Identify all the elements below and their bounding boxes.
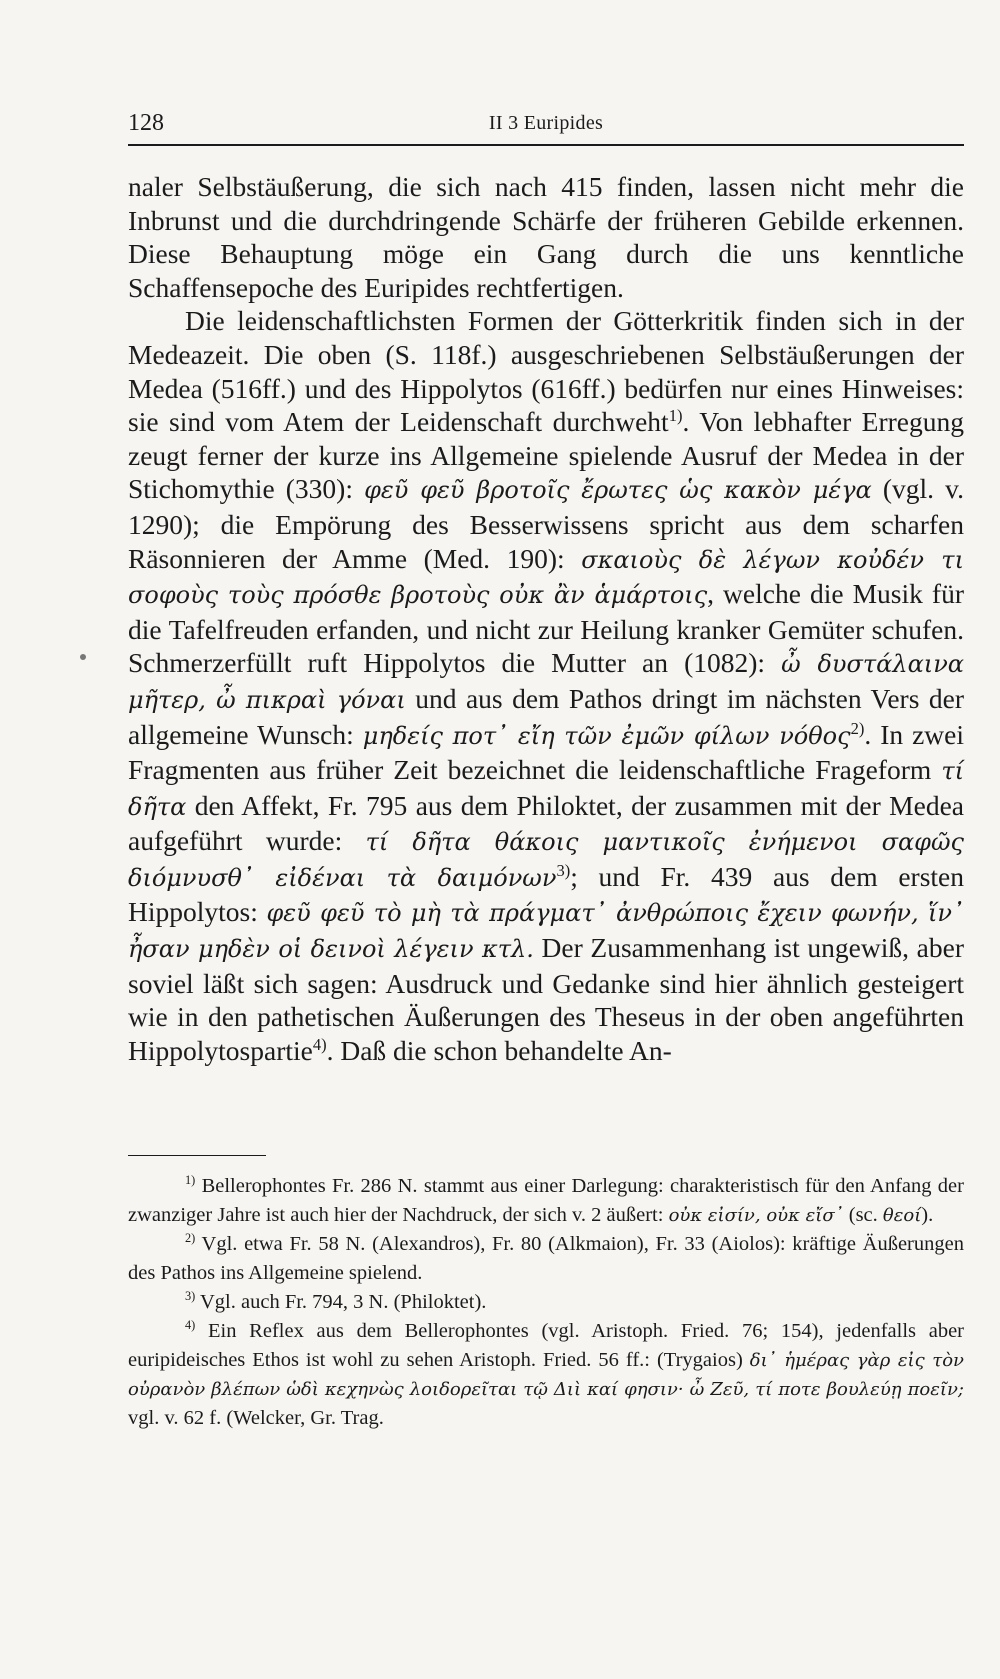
- footnote-ref: 4): [312, 1034, 327, 1054]
- footnote-ref: 1): [185, 1173, 196, 1188]
- footnote-rule: [128, 1155, 266, 1156]
- body-paragraph: [128, 170, 964, 304]
- footnote: [128, 1317, 964, 1433]
- footnote-ref: 2): [850, 718, 865, 738]
- footnote: [128, 1288, 964, 1317]
- text-run: Vgl. auch Fr. 794, 3 N. (Philoktet).: [195, 1291, 487, 1313]
- page-number: 128: [128, 110, 164, 136]
- text-run: . Daß die schon behandelte An-: [326, 1034, 672, 1066]
- body-paragraph: [128, 304, 964, 1067]
- body-text: [128, 170, 964, 1067]
- text-run: ).: [921, 1204, 934, 1226]
- text-run: (sc.: [843, 1204, 883, 1226]
- greek-quote: τί δῆτα θάκοις μαντικοῖς ἐνήμενοι σαφῶς διόμνυσθ᾽ εἰδέναι τὰ δαιμόνων: [128, 828, 965, 892]
- text-run: naler Selbstäußerung, die sich nach 415 finden, lassen nicht mehr die Inbrunst und die durchdringende Schärfe der früheren Gebilde erkennen. Diese Behauptung möge ein Gang durch die uns kenntliche Schaffensepoche des Euripides rechtfertigen.: [128, 171, 964, 303]
- footnote: [128, 1172, 964, 1230]
- text-run: vgl. v. 62 f. (Welcker, Gr. Trag.: [128, 1407, 384, 1429]
- text-run: Der Zusammenhang ist ungewiß, aber soviel läßt sich sagen: Ausdruck und Gedanke sind hier ähnlich gesteigert wie in den pathetischen Äußerungen des Theseus in der oben angeführten Hippolytospartie: [128, 932, 964, 1066]
- text-run: . In zwei Fragmenten aus früher Zeit bezeichnet die leidenschaftliche Frageform: [128, 718, 964, 786]
- text-run: und aus dem Pathos dringt im nächsten Vers der allgemeine Wunsch:: [128, 682, 964, 750]
- greek-quote: σκαιοὺς δὲ λέγων κοὐδέν τι σοφοὺς τοὺς πρόσθε βροτοὺς οὐκ ἂν ἁμάρτοις: [128, 545, 964, 610]
- running-title: II 3 Euripides: [488, 112, 604, 134]
- footnotes: [128, 1172, 964, 1433]
- text-run: Die leidenschaftlichsten Formen der Götterkritik finden sich in der Medeazeit. Die oben (S. 118f.) ausgeschriebenen Selbstäußerungen der Medea (516ff.) und des Hippolytos (616ff.) bedürfen nur eines Hinweises: sie sind vom Atem der Leidenschaft durchweht: [128, 305, 964, 438]
- text-run: ; und Fr. 439 aus dem ersten Hippolytos:: [128, 860, 964, 928]
- page-header: [128, 104, 964, 144]
- greek-quote: δι᾽ ἡμέρας γὰρ εἰς τὸν οὐρανὸν βλέπων ὡδὶ κεχηνὼς λοιδορεῖται τῷ Διὶ καί φησιν· ὦ Ζεῦ, τί ποτε βουλεύῃ ποεῖν;: [128, 1350, 964, 1400]
- footnote-ref: 1): [668, 406, 683, 425]
- text-run: (vgl. v. 1290); die Empörung des Besserwissens spricht aus dem scharfen Räsonnieren der Amme (Med. 190):: [128, 473, 964, 574]
- greek-quote: μηδείς ποτ᾽ εἴη τῶν ἐμῶν φίλων νόθος: [362, 721, 851, 750]
- greek-quote: ὦ δυστάλαινα μῆτερ, ὦ πικραὶ γόναι: [128, 650, 964, 714]
- header-rule: [128, 144, 964, 146]
- footnote: [128, 1230, 964, 1288]
- text-run: , welche die Musik für die Tafelfreuden erfanden, und nicht zur Heilung kranker Gemüter schufen. Schmerzerfüllt ruft Hippolytos die Mutter an (1082):: [128, 578, 964, 679]
- footnote-ref: 2): [185, 1231, 196, 1246]
- greek-quote: θεοί: [882, 1205, 922, 1226]
- footnote-ref: 3): [556, 860, 571, 880]
- greek-quote: φεῦ φεῦ τὸ μὴ τὰ πράγματ᾽ ἀνθρώποις ἔχειν φωνήν, ἵν᾽ ἦσαν μηδὲν οἱ δεινοὶ λέγειν κτλ.: [128, 899, 964, 964]
- footnote-ref: 3): [185, 1289, 196, 1304]
- footnote-ref: 4): [185, 1318, 196, 1333]
- greek-quote: οὐκ εἰσίν, οὐκ εἴσ᾽: [668, 1205, 844, 1226]
- text-run: Ein Reflex aus dem Bellerophontes (vgl. Aristoph. Fried. 76; 154), jedenfalls aber euripideisches Ethos ist wohl zu sehen Aristoph. Fried. 56 ff.: (Trygaios): [128, 1320, 964, 1371]
- margin-mark: [80, 654, 86, 660]
- text-run: Vgl. etwa Fr. 58 N. (Alexandros), Fr. 80 (Alkmaion), Fr. 33 (Aiolos): kräftige Äußerungen des Pathos ins Allgemeine spielend.: [128, 1233, 964, 1284]
- greek-quote: τί δῆτα: [128, 757, 964, 821]
- text-run: Bellerophontes Fr. 286 N. stammt aus einer Darlegung: charakteristisch für den Anfang der zwanziger Jahre ist auch hier der Nachdruck, der sich v. 2 äußert:: [128, 1175, 964, 1226]
- text-run: . Von lebhafter Erregung zeugt ferner der kurze ins Allgemeine spielende Ausruf der Medea in der Stichomythie (330):: [128, 406, 964, 505]
- text-run: den Affekt, Fr. 795 aus dem Philoktet, der zusammen mit der Medea aufgeführt wurde:: [128, 789, 964, 857]
- greek-quote: φεῦ φεῦ βροτοῖς ἔρωτες ὡς κακὸν μέγα: [364, 476, 872, 505]
